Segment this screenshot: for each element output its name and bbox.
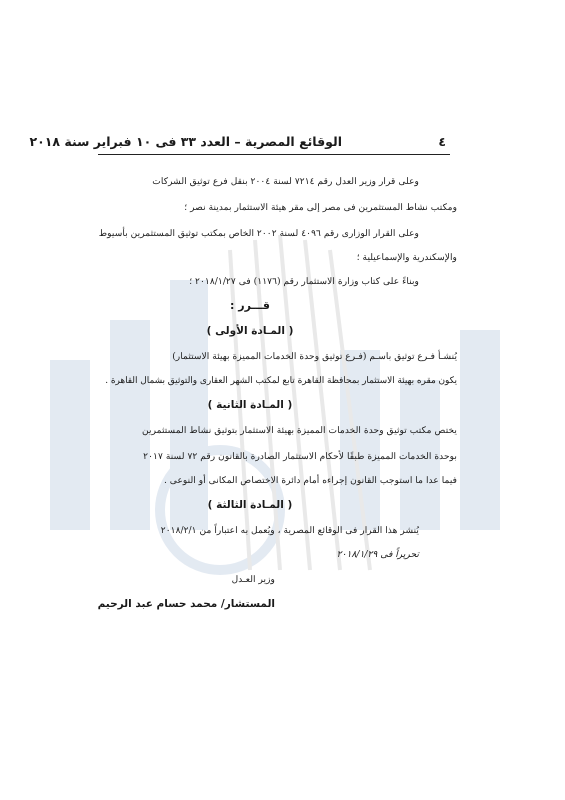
issued-date: تحريراً فى ٢٠١٨/١/٢٩ bbox=[336, 549, 419, 560]
article-1-line-1: يُنشـأ فـرع توثيق باسـم (فـرع توثيق وحدة الخدمات المميزة بهيئة الاستثمار) bbox=[172, 351, 457, 362]
article-2-line-1: يختص مكتب توثيق وحدة الخدمات المميزة بهيئة الاستثمار بتوثيق نشاط المستثمرين bbox=[142, 425, 457, 436]
issue-title: الوقائع المصرية – العدد ٣٣ فى ١٠ فبراير سنة ٢٠١٨ bbox=[29, 134, 342, 149]
article-1-line-2: يكون مقره بهيئة الاستثمار بمحافظة القاهرة تابع لمكتب الشهر العقارى والتوثيق بشمال القاهرة . bbox=[105, 376, 457, 386]
article-1-heading: ( المـادة الأولى ) bbox=[206, 325, 294, 337]
article-2-line-2: بوحدة الخدمات المميزة طبقًا لأحكام الاستثمار الصادرة بالقانون رقم ٧٢ لسنة ٢٠١٧ bbox=[143, 451, 457, 462]
signature-title: وزير العـدل bbox=[231, 574, 275, 585]
article-3-heading: ( المـادة الثالثة ) bbox=[207, 499, 293, 511]
preamble-line-3: وعلى القرار الوزارى رقم ٤٠٩٦ لسنة ٢٠٠٢ الخاص بمكتب توثيق المستثمرين بأسيوط bbox=[98, 228, 419, 239]
decision-heading: قـــرر : bbox=[230, 299, 270, 312]
signature-name: المستشار/ محمد حسام عبد الرحيم bbox=[97, 598, 275, 610]
preamble-line-4: والإسكندرية والإسماعيلية ؛ bbox=[356, 252, 457, 263]
page-number: ٤ bbox=[438, 134, 446, 149]
preamble-line-2: ومكتب نشاط المستثمرين فى مصر إلى مقر هيئة الاستثمار بمدينة نصر ؛ bbox=[184, 202, 457, 213]
article-3-line-1: يُنشر هذا القرار فى الوقائع المصرية ، ويُعمل به اعتباراً من ٢٠١٨/٢/١ bbox=[160, 525, 419, 536]
article-2-heading: ( المـادة الثانية ) bbox=[207, 399, 293, 411]
preamble-line-5: وبناءً على كتاب وزارة الاستثمار رقم (١١٧٦) فى ٢٠١٨/١/٢٧ ؛ bbox=[189, 276, 419, 287]
page-header bbox=[29, 132, 450, 155]
article-2-line-3: فيما عدا ما استوجب القانون إجراءه أمام دائرة الاختصاص المكانى أو النوعى . bbox=[163, 475, 457, 486]
preamble-line-1: وعلى قرار وزير العدل رقم ٧٢١٤ لسنة ٢٠٠٤ بنقل فرع توثيق الشركات bbox=[152, 176, 419, 187]
